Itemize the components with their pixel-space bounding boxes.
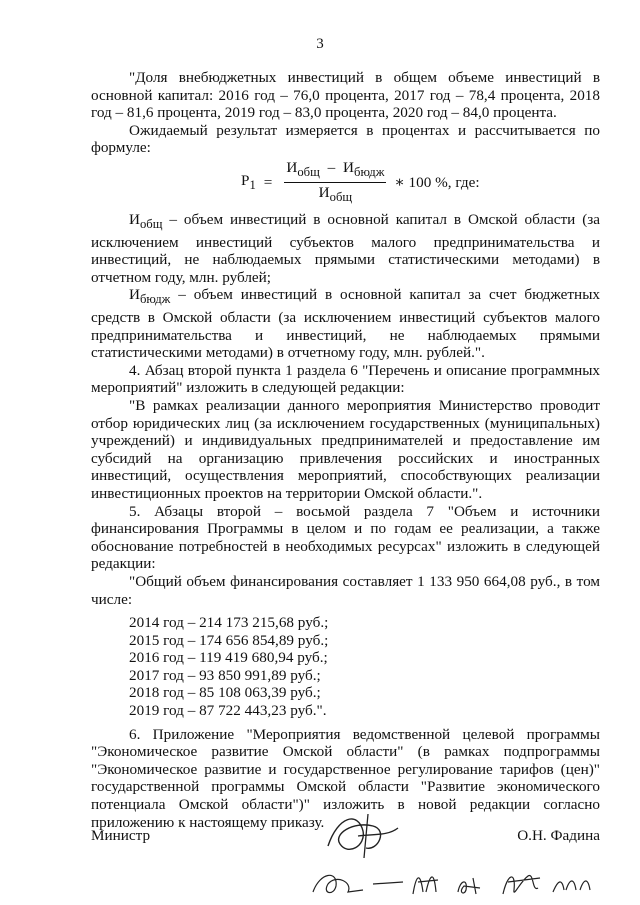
item-4: 4. Абзац второй пункта 1 раздела 6 "Перечень и описание программных мероприятий" изложить в следующей редакции: [91, 361, 600, 397]
formula-lhs: $P_1$ [241, 171, 256, 192]
funding-year-item: 2019 год – 87 722 443,23 руб.". [129, 702, 327, 720]
paragraph-share-indicator: "Доля внебюджетных инвестиций в общем объеме инвестиций в основной капитал: 2016 год – 76,0 процента, 2017 год – 78,4 процента, 2018 год – 81,6 процента, 2019 год – 83,0 процента, 2020 год – 84,0 процента. [91, 69, 600, 122]
funding-year-item: 2016 год – 119 419 680,94 руб.; [129, 649, 328, 667]
formula-tail: ∗ 100 %, где: [394, 174, 480, 192]
formula-denominator: $И_{общ}$ [318, 184, 353, 205]
signer-name: О.Н. Фадина [517, 827, 600, 844]
item-5: 5. Абзацы второй – восьмой раздела 7 "Объем и источники финансирования Программы в целом и по годам ее реализации, а также обоснование потребностей в необходимых ресурсах" изложить в следующей редакции: [91, 502, 600, 573]
item-5-quote: "Общий объем финансирования составляет 1 133 950 664,08 руб., в том числе: [91, 572, 600, 608]
item-4-quote: "В рамках реализации данного мероприятия Министерство проводит отбор юридических лиц (за исключением государственных (муниципальных) учреждений) и индивидуальных предпринимателей и предоставление им субсидий на организацию привлечения российских и иностранных инвестиций, осуществления мероприятий, способствующих реализации инвестиционных проектов на территории Омской области.". [91, 396, 600, 502]
formula-equals: = [263, 174, 273, 192]
funding-year-item: 2014 год – 214 173 215,68 руб.; [129, 614, 329, 632]
formula [241, 158, 600, 205]
handwritten-signature-icon [318, 806, 408, 866]
signer-position: Министр [91, 827, 151, 844]
funding-year-item: 2015 год – 174 656 854,89 руб.; [129, 631, 329, 649]
page-number: 3 [316, 36, 324, 52]
document-body [91, 69, 600, 831]
funding-by-year-list [129, 614, 600, 720]
item-6: 6. Приложение "Мероприятия ведомственной целевой программы "Экономическое развитие Омской области" (в рамках подпрограммы "Экономическое развитие и государственное регулирование тарифов (цен)" государственной программы Омской области "Развитие экономического потенциала Омской области")" изложить в новой редакции согласно приложению к настоящему приказу. [91, 725, 600, 831]
definition-budget-investment: $И_{бюдж}$ – объем инвестиций в основной капитал за счет бюджетных средств в Омской области (за исключением инвестиций субъектов малого предпринимательства и инвестиций, не наблюдаемых прямыми статистическими методами) в отчетному году, млн. рублей.". [91, 286, 600, 362]
definition-total-investment: $И_{общ}$ – объем инвестиций в основной капитал в Омской области (за исключением инвестиций субъектов малого предпринимательства и инвестиций, не наблюдаемых прямыми статистическими методами) в отчетном году, млн. рублей; [91, 210, 600, 286]
formula-fraction [284, 159, 386, 207]
funding-year-item: 2017 год – 93 850 991,89 руб.; [129, 666, 321, 684]
approval-initials-icon [308, 862, 608, 902]
paragraph-formula-intro: Ожидаемый результат измеряется в процентах и рассчитывается по формуле: [91, 121, 600, 157]
formula-numerator: $И_{общ} - И_{бюдж}$ [284, 159, 386, 184]
funding-year-item: 2018 год – 85 108 063,39 руб.; [129, 684, 321, 702]
